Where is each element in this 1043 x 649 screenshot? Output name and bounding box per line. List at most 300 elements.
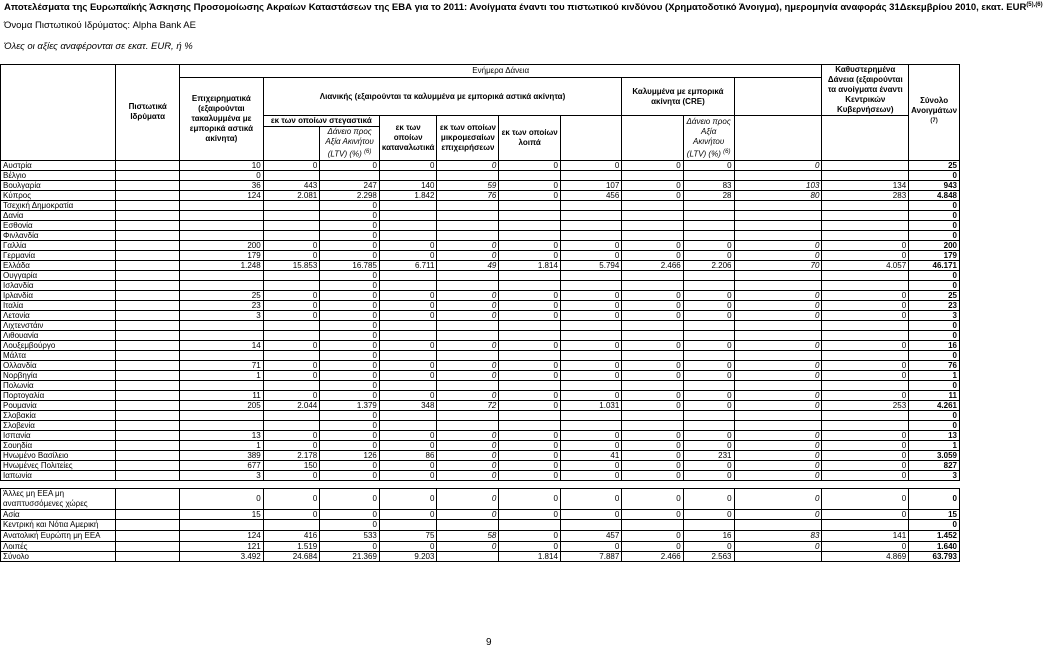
- value-cell: [263, 280, 320, 290]
- value-cell: 0: [320, 230, 380, 240]
- value-cell: 0: [622, 290, 683, 300]
- value-cell: 2.044: [263, 400, 320, 410]
- value-cell: 0: [499, 488, 561, 509]
- table-row: [1, 300, 960, 310]
- value-cell: 0: [263, 390, 320, 400]
- value-cell: 7.887: [560, 551, 621, 561]
- institution-cell: [116, 230, 180, 240]
- value-cell: 0: [320, 430, 380, 440]
- value-cell: [683, 350, 734, 360]
- value-cell: 0: [909, 330, 960, 340]
- value-cell: 0: [622, 180, 683, 190]
- institution-cell: [116, 210, 180, 220]
- value-cell: 0: [734, 400, 822, 410]
- value-cell: [734, 270, 822, 280]
- value-cell: 0: [683, 440, 734, 450]
- value-cell: [263, 420, 320, 430]
- institution-cell: [116, 370, 180, 380]
- value-cell: 0: [734, 509, 822, 519]
- exposure-table: [0, 64, 960, 562]
- table-row: [1, 551, 960, 561]
- value-cell: [263, 230, 320, 240]
- row-label: Λοιπές: [1, 541, 116, 551]
- value-cell: 0: [734, 250, 822, 260]
- row-label: Άλλες μη ΕΕΑ μη αναπτυσσόμενες χώρες: [1, 488, 116, 509]
- value-cell: 0: [622, 430, 683, 440]
- value-cell: 23: [180, 300, 264, 310]
- value-cell: 134: [822, 180, 909, 190]
- value-cell: 2.178: [263, 450, 320, 460]
- value-cell: 0: [263, 509, 320, 519]
- institution-cell: [116, 280, 180, 290]
- value-cell: 0: [822, 541, 909, 551]
- row-label: Ολλανδία: [1, 360, 116, 370]
- value-cell: [180, 210, 264, 220]
- value-cell: [683, 270, 734, 280]
- value-cell: 0: [263, 340, 320, 350]
- value-cell: [437, 380, 499, 390]
- value-cell: 0: [320, 370, 380, 380]
- value-cell: 150: [263, 460, 320, 470]
- value-cell: 83: [734, 530, 822, 541]
- value-cell: [379, 280, 437, 290]
- value-cell: 179: [180, 250, 264, 260]
- value-cell: 0: [320, 290, 380, 300]
- institution-cell: [116, 509, 180, 519]
- table-row: [1, 340, 960, 350]
- institution-cell: [116, 350, 180, 360]
- institution-cell: [116, 310, 180, 320]
- row-label: Ισπανία: [1, 430, 116, 440]
- value-cell: 15: [909, 509, 960, 519]
- value-cell: [560, 220, 621, 230]
- value-cell: 0: [734, 488, 822, 509]
- value-cell: 0: [560, 290, 621, 300]
- value-cell: [560, 380, 621, 390]
- value-cell: 0: [822, 450, 909, 460]
- value-cell: [560, 280, 621, 290]
- value-cell: [822, 350, 909, 360]
- value-cell: 46.171: [909, 260, 960, 270]
- value-cell: 0: [437, 340, 499, 350]
- value-cell: 827: [909, 460, 960, 470]
- value-cell: 23: [909, 300, 960, 310]
- value-cell: [379, 420, 437, 430]
- value-cell: 0: [379, 470, 437, 480]
- value-cell: 0: [379, 290, 437, 300]
- value-cell: 0: [822, 360, 909, 370]
- value-cell: 83: [683, 180, 734, 190]
- value-cell: 0: [622, 400, 683, 410]
- value-cell: 0: [822, 440, 909, 450]
- row-label: Τσεχική Δημοκρατία: [1, 200, 116, 210]
- value-cell: 0: [320, 470, 380, 480]
- value-cell: [263, 519, 320, 530]
- row-label: Σλοβενία: [1, 420, 116, 430]
- value-cell: 0: [822, 390, 909, 400]
- value-cell: 0: [379, 300, 437, 310]
- value-cell: 0: [622, 460, 683, 470]
- value-cell: 0: [320, 200, 380, 210]
- value-cell: [263, 270, 320, 280]
- row-label: Ηνωμένο Βασίλειο: [1, 450, 116, 460]
- value-cell: 200: [180, 240, 264, 250]
- value-cell: [263, 220, 320, 230]
- value-cell: 443: [263, 180, 320, 190]
- value-cell: 0: [437, 250, 499, 260]
- value-cell: [263, 210, 320, 220]
- table-row: [1, 460, 960, 470]
- value-cell: [437, 330, 499, 340]
- value-cell: [683, 380, 734, 390]
- value-cell: [622, 230, 683, 240]
- value-cell: 0: [560, 541, 621, 551]
- value-cell: [437, 350, 499, 360]
- value-cell: [499, 420, 561, 430]
- value-cell: [180, 230, 264, 240]
- value-cell: 0: [622, 250, 683, 260]
- value-cell: 0: [263, 440, 320, 450]
- value-cell: 0: [822, 430, 909, 440]
- value-cell: 16.785: [320, 260, 380, 270]
- value-cell: 205: [180, 400, 264, 410]
- value-cell: 0: [560, 509, 621, 519]
- value-cell: 0: [499, 340, 561, 350]
- value-cell: 0: [379, 250, 437, 260]
- value-cell: [822, 220, 909, 230]
- table-row: [1, 410, 960, 420]
- value-cell: [499, 270, 561, 280]
- value-cell: 0: [909, 280, 960, 290]
- value-cell: [499, 220, 561, 230]
- value-cell: [499, 230, 561, 240]
- institution-cell: [116, 270, 180, 280]
- institution-cell: [116, 420, 180, 430]
- value-cell: 4.869: [822, 551, 909, 561]
- value-cell: [180, 350, 264, 360]
- value-cell: 0: [683, 509, 734, 519]
- value-cell: [499, 410, 561, 420]
- col-of-which-consumer: εκ των οποίων καταναλωτικά: [379, 116, 437, 161]
- value-cell: 0: [683, 290, 734, 300]
- value-cell: 25: [909, 290, 960, 300]
- value-cell: 0: [379, 340, 437, 350]
- value-cell: 0: [499, 240, 561, 250]
- report-title: Αποτελέσματα της Ευρωπαϊκής Άσκησης Προσομοίωσης Ακραίων Καταστάσεων της ΕΒΑ για το 2011: Ανοίγματα έναντι του πιστωτικού κινδύνου (Χρηματοδοτικό Άνοιγμα), ημερομηνία αναφοράς 31Δεκεμβρίου 2010, εκατ. $EUR^{(5),(6)}$: [4, 2, 1043, 14]
- institution-cell: [116, 460, 180, 470]
- value-cell: 0: [560, 300, 621, 310]
- value-cell: 11: [909, 390, 960, 400]
- col-of-which-other: εκ των οποίων λοιπά: [499, 116, 561, 161]
- col-of-which-mortgage: εκ των οποίων στεγαστικά: [263, 116, 379, 127]
- spacer-row: [1, 480, 909, 488]
- value-cell: 0: [379, 430, 437, 440]
- row-label: Γαλλία: [1, 240, 116, 250]
- value-cell: [180, 420, 264, 430]
- value-cell: [437, 270, 499, 280]
- value-cell: 0: [437, 370, 499, 380]
- value-cell: 72: [437, 400, 499, 410]
- value-cell: 0: [379, 509, 437, 519]
- value-cell: 2.206: [683, 260, 734, 270]
- value-cell: [379, 230, 437, 240]
- value-cell: [437, 320, 499, 330]
- value-cell: [560, 420, 621, 430]
- col-corporate: Επιχειρηματικά (εξαιρούνται τακαλυμμένα με εμπορικά αστικά ακίνητα): [180, 78, 264, 161]
- value-cell: 0: [437, 300, 499, 310]
- value-cell: 231: [683, 450, 734, 460]
- value-cell: 0: [320, 519, 380, 530]
- value-cell: 0: [560, 340, 621, 350]
- value-cell: 0: [499, 430, 561, 440]
- value-cell: 3.059: [909, 450, 960, 460]
- value-cell: 0: [499, 310, 561, 320]
- col-performing: Ενήμερα Δάνεια: [180, 65, 822, 78]
- value-cell: [683, 210, 734, 220]
- value-cell: 0: [622, 509, 683, 519]
- value-cell: 3: [909, 470, 960, 480]
- value-cell: 0: [683, 360, 734, 370]
- value-cell: 0: [320, 330, 380, 340]
- value-cell: 0: [320, 210, 380, 220]
- value-cell: 0: [822, 240, 909, 250]
- value-cell: 0: [909, 410, 960, 420]
- value-cell: 0: [320, 250, 380, 260]
- value-cell: [560, 210, 621, 220]
- value-cell: 0: [622, 470, 683, 480]
- value-cell: 0: [683, 488, 734, 509]
- value-cell: [683, 280, 734, 290]
- value-cell: [560, 230, 621, 240]
- value-cell: 3: [909, 310, 960, 320]
- value-cell: 0: [320, 488, 380, 509]
- value-cell: 0: [622, 300, 683, 310]
- institution-cell: [116, 380, 180, 390]
- value-cell: 0: [437, 160, 499, 170]
- value-cell: [437, 519, 499, 530]
- value-cell: 0: [437, 460, 499, 470]
- table-row: [1, 488, 960, 509]
- institution-cell: [116, 450, 180, 460]
- value-cell: 0: [560, 240, 621, 250]
- value-cell: [822, 420, 909, 430]
- value-cell: 0: [379, 310, 437, 320]
- value-cell: 0: [734, 310, 822, 320]
- value-cell: [180, 410, 264, 420]
- value-cell: 0: [263, 290, 320, 300]
- value-cell: [437, 551, 499, 561]
- value-cell: 1.519: [263, 541, 320, 551]
- value-cell: 25: [909, 160, 960, 170]
- value-cell: 0: [560, 250, 621, 260]
- value-cell: 0: [734, 290, 822, 300]
- row-label: Λουξεμβούργο: [1, 340, 116, 350]
- value-cell: 0: [622, 340, 683, 350]
- region-rows: [1, 488, 960, 561]
- value-cell: 0: [683, 310, 734, 320]
- value-cell: 0: [622, 530, 683, 541]
- institution-cell: [116, 190, 180, 200]
- value-cell: 0: [499, 290, 561, 300]
- value-cell: 0: [909, 519, 960, 530]
- value-cell: 0: [263, 370, 320, 380]
- value-cell: [622, 320, 683, 330]
- value-cell: 389: [180, 450, 264, 460]
- value-cell: 1.379: [320, 400, 380, 410]
- row-label: Ιρλανδία: [1, 290, 116, 300]
- value-cell: 0: [822, 460, 909, 470]
- value-cell: 0: [622, 390, 683, 400]
- value-cell: 0: [734, 300, 822, 310]
- table-row: [1, 440, 960, 450]
- row-label: Βέλγιο: [1, 170, 116, 180]
- value-cell: 1.031: [560, 400, 621, 410]
- institution-cell: [116, 410, 180, 420]
- row-label: Αυστρία: [1, 160, 116, 170]
- value-cell: 0: [320, 460, 380, 470]
- value-cell: 0: [683, 370, 734, 380]
- value-cell: [822, 230, 909, 240]
- col-of-which-sme: εκ των οποίων μικρομεσαίων επιχειρήσεων: [437, 116, 499, 161]
- table-row: [1, 280, 960, 290]
- value-cell: [263, 380, 320, 390]
- value-cell: [560, 270, 621, 280]
- value-cell: 0: [263, 300, 320, 310]
- value-cell: [683, 220, 734, 230]
- value-cell: [734, 410, 822, 420]
- value-cell: 0: [499, 450, 561, 460]
- value-cell: 0: [734, 160, 822, 170]
- value-cell: 0: [263, 160, 320, 170]
- value-cell: [263, 410, 320, 420]
- value-cell: 0: [683, 300, 734, 310]
- row-label: Σλοβακία: [1, 410, 116, 420]
- value-cell: 36: [180, 180, 264, 190]
- value-cell: 0: [622, 240, 683, 250]
- value-cell: 124: [180, 190, 264, 200]
- value-cell: [560, 330, 621, 340]
- value-cell: 1: [909, 370, 960, 380]
- value-cell: 0: [437, 470, 499, 480]
- value-cell: 24.684: [263, 551, 320, 561]
- value-cell: 0: [909, 210, 960, 220]
- value-cell: 0: [683, 430, 734, 440]
- row-label: Μάλτα: [1, 350, 116, 360]
- table-row: [1, 170, 960, 180]
- value-cell: [734, 420, 822, 430]
- row-label: Γερμανία: [1, 250, 116, 260]
- row-label: Λιθουανία: [1, 330, 116, 340]
- value-cell: 0: [822, 340, 909, 350]
- value-cell: 0: [499, 541, 561, 551]
- value-cell: 2.466: [622, 551, 683, 561]
- value-cell: 4.057: [822, 260, 909, 270]
- value-cell: 0: [683, 240, 734, 250]
- value-cell: 0: [499, 460, 561, 470]
- value-cell: 41: [560, 450, 621, 460]
- value-cell: 0: [379, 360, 437, 370]
- value-cell: 0: [437, 240, 499, 250]
- value-cell: 80: [734, 190, 822, 200]
- value-cell: 0: [437, 390, 499, 400]
- value-cell: 0: [437, 290, 499, 300]
- value-cell: 0: [499, 530, 561, 541]
- value-cell: [734, 519, 822, 530]
- row-label: Εσθονία: [1, 220, 116, 230]
- value-cell: 0: [909, 380, 960, 390]
- value-cell: [180, 270, 264, 280]
- value-cell: 179: [909, 250, 960, 260]
- institution-cell: [116, 519, 180, 530]
- value-cell: 4.848: [909, 190, 960, 200]
- value-cell: 0: [734, 460, 822, 470]
- col-retail: Λιανικής (εξαιρούνται τα καλυμμένα με εμπορικά αστικά ακίνητα): [263, 78, 622, 116]
- value-cell: 0: [622, 370, 683, 380]
- row-label: Πορτογαλία: [1, 390, 116, 400]
- value-cell: [734, 210, 822, 220]
- institution-cell: [116, 290, 180, 300]
- value-cell: 0: [499, 250, 561, 260]
- table-row: [1, 290, 960, 300]
- value-cell: 0: [499, 400, 561, 410]
- value-cell: 0: [622, 450, 683, 460]
- value-cell: 0: [734, 390, 822, 400]
- value-cell: 25: [180, 290, 264, 300]
- value-cell: 348: [379, 400, 437, 410]
- value-cell: 0: [437, 310, 499, 320]
- value-cell: 11: [180, 390, 264, 400]
- value-cell: 0: [683, 250, 734, 260]
- value-cell: 0: [320, 390, 380, 400]
- value-cell: 0: [822, 310, 909, 320]
- institution-cell: [116, 180, 180, 190]
- table-row: [1, 250, 960, 260]
- value-cell: 0: [320, 280, 380, 290]
- value-cell: 0: [734, 430, 822, 440]
- value-cell: 0: [499, 390, 561, 400]
- table-row: [1, 430, 960, 440]
- value-cell: [499, 210, 561, 220]
- value-cell: 0: [909, 270, 960, 280]
- value-cell: 0: [499, 370, 561, 380]
- institution-cell: [116, 160, 180, 170]
- table-row: [1, 470, 960, 480]
- institution-cell: [116, 360, 180, 370]
- row-label: Κεντρική και Νότια Αμερική: [1, 519, 116, 530]
- row-label: Νορβηγία: [1, 370, 116, 380]
- value-cell: [560, 200, 621, 210]
- institution-cell: [116, 250, 180, 260]
- value-cell: [822, 280, 909, 290]
- value-cell: 0: [320, 440, 380, 450]
- value-cell: 0: [499, 180, 561, 190]
- value-cell: [499, 200, 561, 210]
- institution-cell: [116, 400, 180, 410]
- value-cell: 0: [379, 370, 437, 380]
- value-cell: [560, 410, 621, 420]
- value-cell: 0: [320, 300, 380, 310]
- value-cell: 0: [622, 190, 683, 200]
- value-cell: 0: [499, 509, 561, 519]
- value-cell: [379, 200, 437, 210]
- table-row: [1, 240, 960, 250]
- value-cell: [560, 519, 621, 530]
- value-cell: [622, 380, 683, 390]
- value-cell: 2.466: [622, 260, 683, 270]
- value-cell: [734, 551, 822, 561]
- bank-name-line: Όνομα Πιστωτικού Ιδρύματος: Alpha Bank AE: [4, 20, 196, 31]
- col-mortgage-blank: [263, 127, 320, 161]
